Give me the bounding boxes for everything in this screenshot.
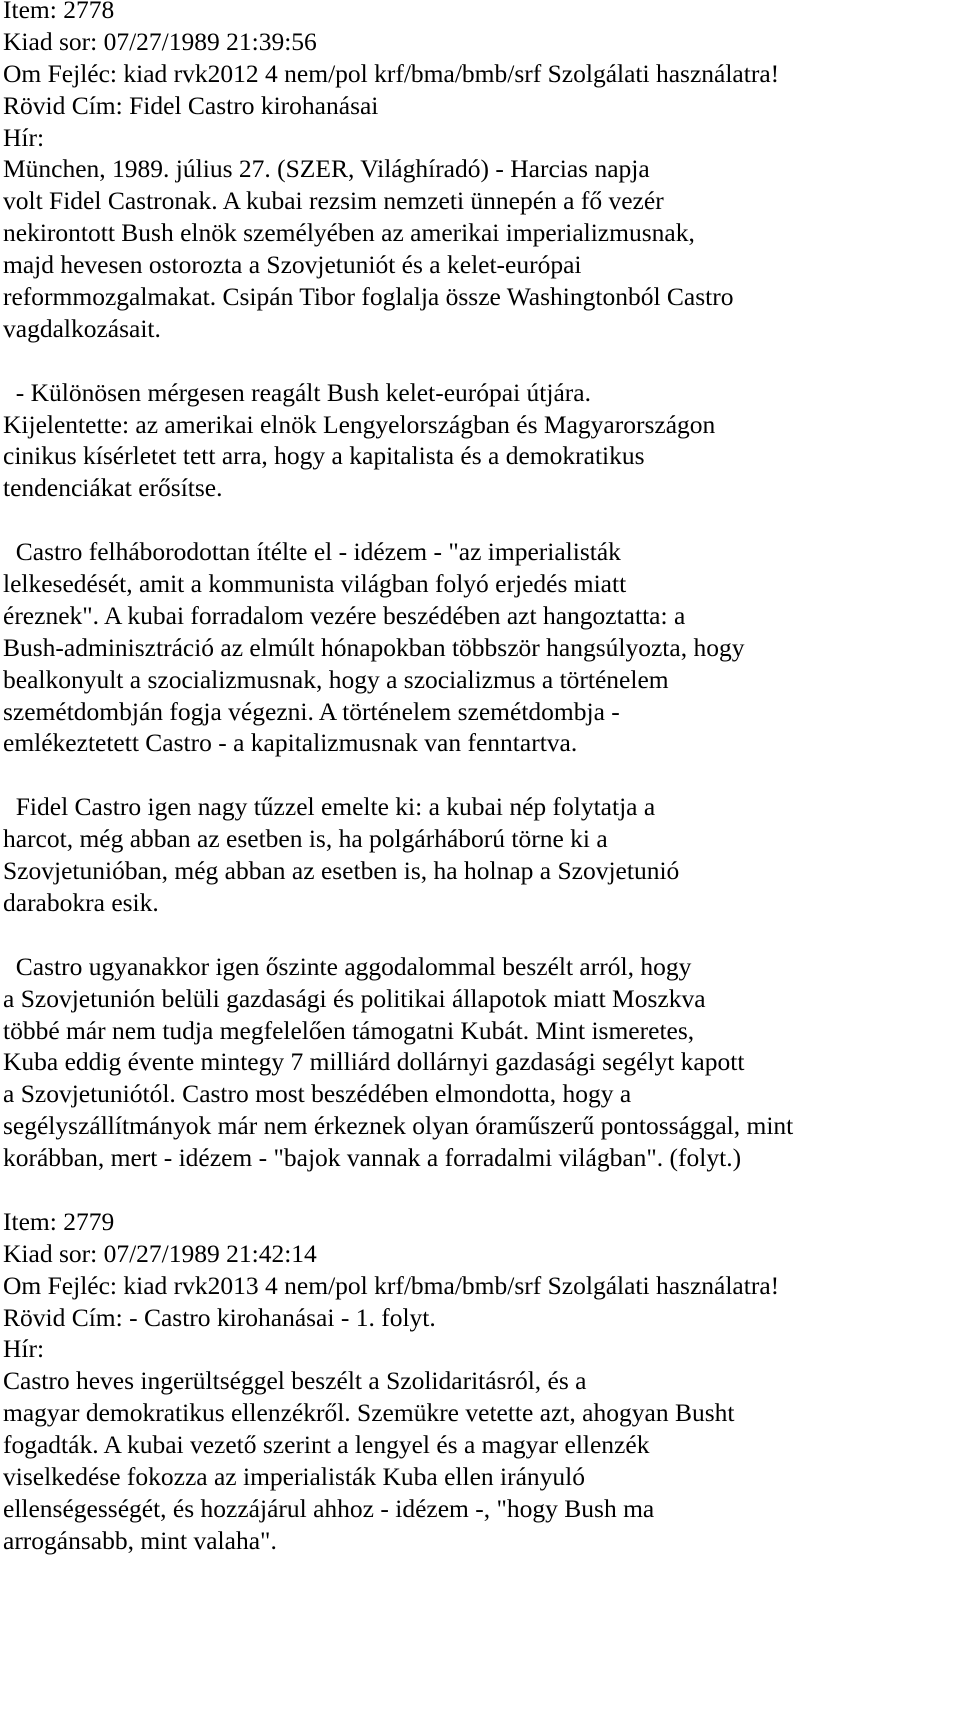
text-line: a Szovjetuniótól. Castro most beszédében elmondotta, hogy a xyxy=(3,1079,632,1109)
text-line: ellenségességét, és hozzájárul ahhoz - idézem -, "hogy Bush ma xyxy=(3,1493,655,1523)
om-fejlec: Om Fejléc: kiad rvk2012 4 nem/pol krf/bma/bmb/srf Szolgálati használatra! xyxy=(3,58,780,88)
text-line: Castro heves ingerültséggel beszélt a Szolidaritásról, és a xyxy=(3,1366,587,1396)
kiad-sor: Kiad sor: 07/27/1989 21:39:56 xyxy=(3,26,317,56)
text-line: emlékeztetett Castro - a kapitalizmusnak van fenntartva. xyxy=(3,728,578,758)
text-line: Kijelentette: az amerikai elnök Lengyelországban és Magyarországon xyxy=(3,409,716,439)
text-line: Szovjetunióban, még abban az esetben is, ha holnap a Szovjetunió xyxy=(3,856,680,886)
text-line: bealkonyult a szocializmusnak, hogy a szocializmus a történelem xyxy=(3,664,669,694)
paragraph xyxy=(3,1365,953,1556)
text-line: - Különösen mérgesen reagált Bush kelet-európai útjára. xyxy=(3,377,591,407)
hir-label: Hír: xyxy=(3,1334,45,1364)
paragraph xyxy=(3,377,953,505)
text-line: a Szovjetunión belüli gazdasági és politikai állapotok miatt Moszkva xyxy=(3,983,706,1013)
item-spacer xyxy=(3,1174,953,1206)
text-line: Fidel Castro igen nagy tűzzel emelte ki: a kubai nép folytatja a xyxy=(3,792,656,822)
paragraph-spacer xyxy=(3,919,953,951)
text-line: éreznek". A kubai forradalom vezére beszédében azt hangoztatta: a xyxy=(3,600,686,630)
paragraph xyxy=(3,951,953,1174)
paragraph-spacer xyxy=(3,345,953,377)
text-line: Castro felháborodottan ítélte el - idézem - "az imperialisták xyxy=(3,537,621,567)
text-line: tendenciákat erősítse. xyxy=(3,473,223,503)
item-number: Item: 2779 xyxy=(3,1206,115,1236)
text-line: vagdalkozásait. xyxy=(3,313,161,343)
item-number: Item: 2778 xyxy=(3,0,115,24)
text-line: fogadták. A kubai vezető szerint a lengyel és a magyar ellenzék xyxy=(3,1430,650,1460)
paragraph xyxy=(3,536,953,759)
text-line: darabokra esik. xyxy=(3,887,159,917)
news-item-2778 xyxy=(3,0,953,1174)
news-item-2779 xyxy=(3,1206,953,1557)
text-line: lelkesedését, amit a kommunista világban folyó erjedés miatt xyxy=(3,569,627,599)
text-line: nekirontott Bush elnök személyében az amerikai imperializmusnak, xyxy=(3,218,695,248)
rovid-cim: Rövid Cím: Fidel Castro kirohanásai xyxy=(3,90,379,120)
text-line: Castro ugyanakkor igen őszinte aggodalommal beszélt arról, hogy xyxy=(3,951,692,981)
om-fejlec: Om Fejléc: kiad rvk2013 4 nem/pol krf/bma/bmb/srf Szolgálati használatra! xyxy=(3,1270,780,1300)
kiad-sor: Kiad sor: 07/27/1989 21:42:14 xyxy=(3,1238,317,1268)
text-line: többé már nem tudja megfelelően támogatni Kubát. Mint ismeretes, xyxy=(3,1015,695,1045)
text-line: viselkedése fokozza az imperialisták Kuba ellen irányuló xyxy=(3,1461,586,1491)
text-line: München, 1989. július 27. (SZER, Világhíradó) - Harcias napja xyxy=(3,154,650,184)
hir-label: Hír: xyxy=(3,122,45,152)
paragraph-spacer xyxy=(3,759,953,791)
text-line: majd hevesen ostorozta a Szovjetuniót és a kelet-európai xyxy=(3,250,582,280)
text-line: Kuba eddig évente mintegy 7 milliárd dollárnyi gazdasági segélyt kapott xyxy=(3,1047,745,1077)
document-page xyxy=(3,0,953,1557)
text-line: korábban, mert - idézem - "bajok vannak a forradalmi világban". (folyt.) xyxy=(3,1143,742,1173)
text-line: segélyszállítmányok már nem érkeznek olyan óraműszerű pontossággal, mint xyxy=(3,1111,794,1141)
text-line: magyar demokratikus ellenzékről. Szemükre vetette azt, ahogyan Busht xyxy=(3,1398,735,1428)
text-line: arrogánsabb, mint valaha". xyxy=(3,1525,277,1555)
paragraph xyxy=(3,153,953,344)
paragraph xyxy=(3,791,953,919)
text-line: reformmozgalmakat. Csipán Tibor foglalja össze Washingtonból Castro xyxy=(3,282,734,312)
text-line: Bush-adminisztráció az elmúlt hónapokban többször hangsúlyozta, hogy xyxy=(3,632,745,662)
text-line: szemétdombján fogja végezni. A történelem szemétdombja - xyxy=(3,696,620,726)
text-line: volt Fidel Castronak. A kubai rezsim nemzeti ünnepén a fő vezér xyxy=(3,186,664,216)
paragraph-spacer xyxy=(3,504,953,536)
rovid-cim: Rövid Cím: - Castro kirohanásai - 1. folyt. xyxy=(3,1302,436,1332)
text-line: cinikus kísérletet tett arra, hogy a kapitalista és a demokratikus xyxy=(3,441,645,471)
text-line: harcot, még abban az esetben is, ha polgárháború törne ki a xyxy=(3,824,608,854)
